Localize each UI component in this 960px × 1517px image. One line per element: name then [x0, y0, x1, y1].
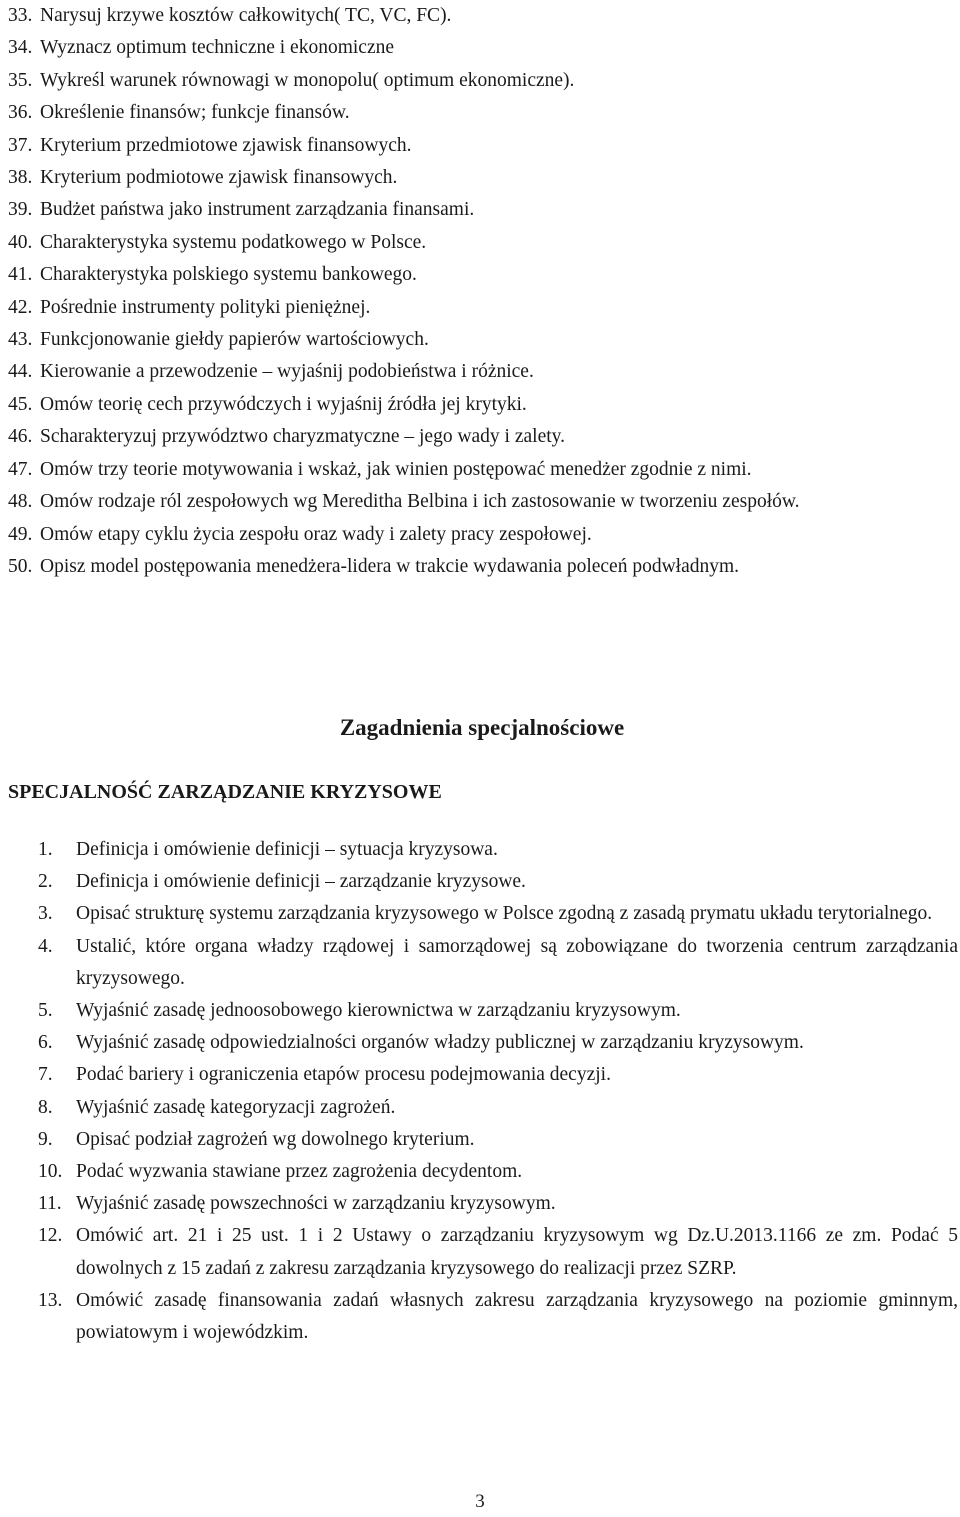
item-number: 37.: [8, 134, 33, 156]
list-item: [8, 259, 953, 291]
list-item: [38, 1124, 958, 1156]
specialty-heading-text: Zagadnienia specjalnościowe: [339, 715, 625, 740]
list-item: [38, 931, 958, 995]
item-number: 50.: [8, 555, 33, 577]
item-number: 5.: [38, 1000, 53, 1022]
item-number: 38.: [8, 167, 33, 189]
list-item: [8, 32, 953, 64]
specialty-questions-list: [38, 834, 958, 1349]
list-item: [8, 486, 953, 518]
item-text: Opisać strukturę systemu zarządzania kryzysowego w Polsce zgodną z zasadą prymatu układu terytorialnego.: [76, 903, 933, 925]
list-item: [8, 389, 953, 421]
item-text: Charakterystyka systemu podatkowego w Polsce.: [40, 231, 427, 253]
list-item: [8, 324, 953, 356]
item-number: 46.: [8, 426, 33, 448]
item-number: 34.: [8, 37, 33, 59]
item-number: 42.: [8, 296, 33, 318]
list-item: [8, 356, 953, 388]
list-item: [38, 1059, 958, 1091]
item-number: 11.: [38, 1193, 62, 1215]
item-number: 47.: [8, 458, 33, 480]
item-number: 48.: [8, 491, 33, 513]
item-text: Kierowanie a przewodzenie – wyjaśnij podobieństwa i różnice.: [40, 361, 534, 383]
item-number: 40.: [8, 231, 33, 253]
list-item: [38, 995, 958, 1027]
item-text: Narysuj krzywe kosztów całkowitych( TC, VC, FC).: [40, 5, 452, 26]
list-item: [8, 0, 953, 32]
item-text: Ustalić, które organa władzy rządowej i samorządowej są zobowiązane do tworzenia centrum zarządzania kryzysowego.: [76, 935, 958, 989]
item-text: Omów teorię cech przywódczych i wyjaśnij źródła jej krytyki.: [40, 393, 527, 415]
item-number: 49.: [8, 523, 33, 545]
item-number: 13.: [38, 1289, 63, 1311]
list-item: [8, 130, 953, 162]
item-number: 43.: [8, 329, 33, 351]
item-number: 1.: [38, 839, 53, 860]
item-text: Wyjaśnić zasadę kategoryzacji zagrożeń.: [76, 1096, 396, 1118]
item-number: 12.: [38, 1225, 63, 1247]
item-number: 45.: [8, 393, 33, 415]
list-item: [8, 421, 953, 453]
item-text: Budżet państwa jako instrument zarządzania finansami.: [40, 199, 475, 221]
item-text: Określenie finansów; funkcje finansów.: [40, 102, 350, 124]
item-text: Wyjaśnić zasadę jednoosobowego kierownictwa w zarządzaniu kryzysowym.: [76, 1000, 681, 1022]
list-item: [8, 194, 953, 226]
item-text: Charakterystyka polskiego systemu bankowego.: [40, 264, 417, 286]
item-text: Kryterium przedmiotowe zjawisk finansowych.: [40, 134, 412, 156]
item-text: Definicja i omówienie definicji – zarządzanie kryzysowe.: [76, 871, 526, 893]
list-item: [8, 292, 953, 324]
item-text: Omówić art. 21 i 25 ust. 1 i 2 Ustawy o zarządzaniu kryzysowym wg Dz.U.2013.1166 ze zm. Podać 5 dowolnych z 15 zadań z zakresu zarządzania kryzysowego do realizacji przez SZRP.: [76, 1225, 958, 1279]
item-text: Scharakteryzuj przywództwo charyzmatyczne – jego wady i zalety.: [40, 426, 566, 448]
list-item: [38, 898, 958, 930]
item-text: Podać bariery i ograniczenia etapów procesu podejmowania decyzji.: [76, 1064, 611, 1086]
item-number: 4.: [38, 935, 53, 957]
general-questions-list: [8, 0, 953, 583]
list-item: [8, 454, 953, 486]
list-item: [8, 65, 953, 97]
item-number: 8.: [38, 1096, 53, 1118]
item-text: Pośrednie instrumenty polityki pieniężnej.: [40, 296, 371, 318]
item-text: Funkcjonowanie giełdy papierów wartościowych.: [40, 329, 429, 351]
item-text: Wyznacz optimum techniczne i ekonomiczne: [40, 37, 395, 59]
item-text: Podać wyzwania stawiane przez zagrożenia decydentom.: [76, 1161, 523, 1183]
list-item: [38, 1092, 958, 1124]
list-item: [8, 97, 953, 129]
item-text: Omów trzy teorie motywowania i wskaż, jak winien postępować menedżer zgodnie z nimi.: [40, 458, 752, 480]
item-text: Definicja i omówienie definicji – sytuacja kryzysowa.: [76, 839, 498, 860]
item-text: Wyjaśnić zasadę odpowiedzialności organów władzy publicznej w zarządzaniu kryzysowym.: [76, 1032, 804, 1054]
list-item: [38, 1285, 958, 1349]
item-number: 6.: [38, 1032, 53, 1054]
list-item: [8, 162, 953, 194]
item-number: 39.: [8, 199, 33, 221]
item-number: 33.: [8, 5, 33, 26]
item-text: Kryterium podmiotowe zjawisk finansowych.: [40, 167, 398, 189]
item-text: Omów rodzaje ról zespołowych wg Mereditha Belbina i ich zastosowanie w tworzeniu zespołów.: [40, 491, 800, 513]
item-number: 10.: [38, 1161, 63, 1183]
item-number: 3.: [38, 903, 53, 925]
item-text: Opisać podział zagrożeń wg dowolnego kryterium.: [76, 1128, 475, 1150]
item-text: Omów etapy cyklu życia zespołu oraz wady i zalety pracy zespołowej.: [40, 523, 592, 545]
list-item: [38, 834, 958, 866]
list-item: [38, 866, 958, 898]
item-text: Omówić zasadę finansowania zadań własnych zakresu zarządzania kryzysowego na poziomie gminnym, powiatowym i wojewódzkim.: [76, 1289, 958, 1344]
item-number: 35.: [8, 69, 33, 91]
item-text: Wyjaśnić zasadę powszechności w zarządzaniu kryzysowym.: [76, 1193, 556, 1215]
list-item: [8, 227, 953, 259]
item-number: 41.: [8, 264, 33, 286]
item-number: 7.: [38, 1064, 53, 1086]
list-item: [38, 1188, 958, 1220]
item-number: 36.: [8, 102, 33, 124]
item-text: Wykreśl warunek równowagi w monopolu( optimum ekonomiczne).: [40, 69, 575, 91]
item-text: Opisz model postępowania menedżera-lidera w trakcie wydawania poleceń podwładnym.: [40, 555, 740, 577]
list-item: [38, 1156, 958, 1188]
item-number: 2.: [38, 871, 53, 893]
list-item: [8, 519, 953, 551]
list-item: [38, 1220, 958, 1284]
page-number: 3: [475, 1491, 485, 1512]
list-item: [8, 551, 953, 583]
item-number: 9.: [38, 1128, 53, 1150]
specialty-heading: [0, 712, 960, 744]
item-number: 44.: [8, 361, 33, 383]
list-item: [38, 1027, 958, 1059]
section-title: SPECJALNOŚĆ ZARZĄDZANIE KRYZYSOWE: [8, 781, 442, 803]
